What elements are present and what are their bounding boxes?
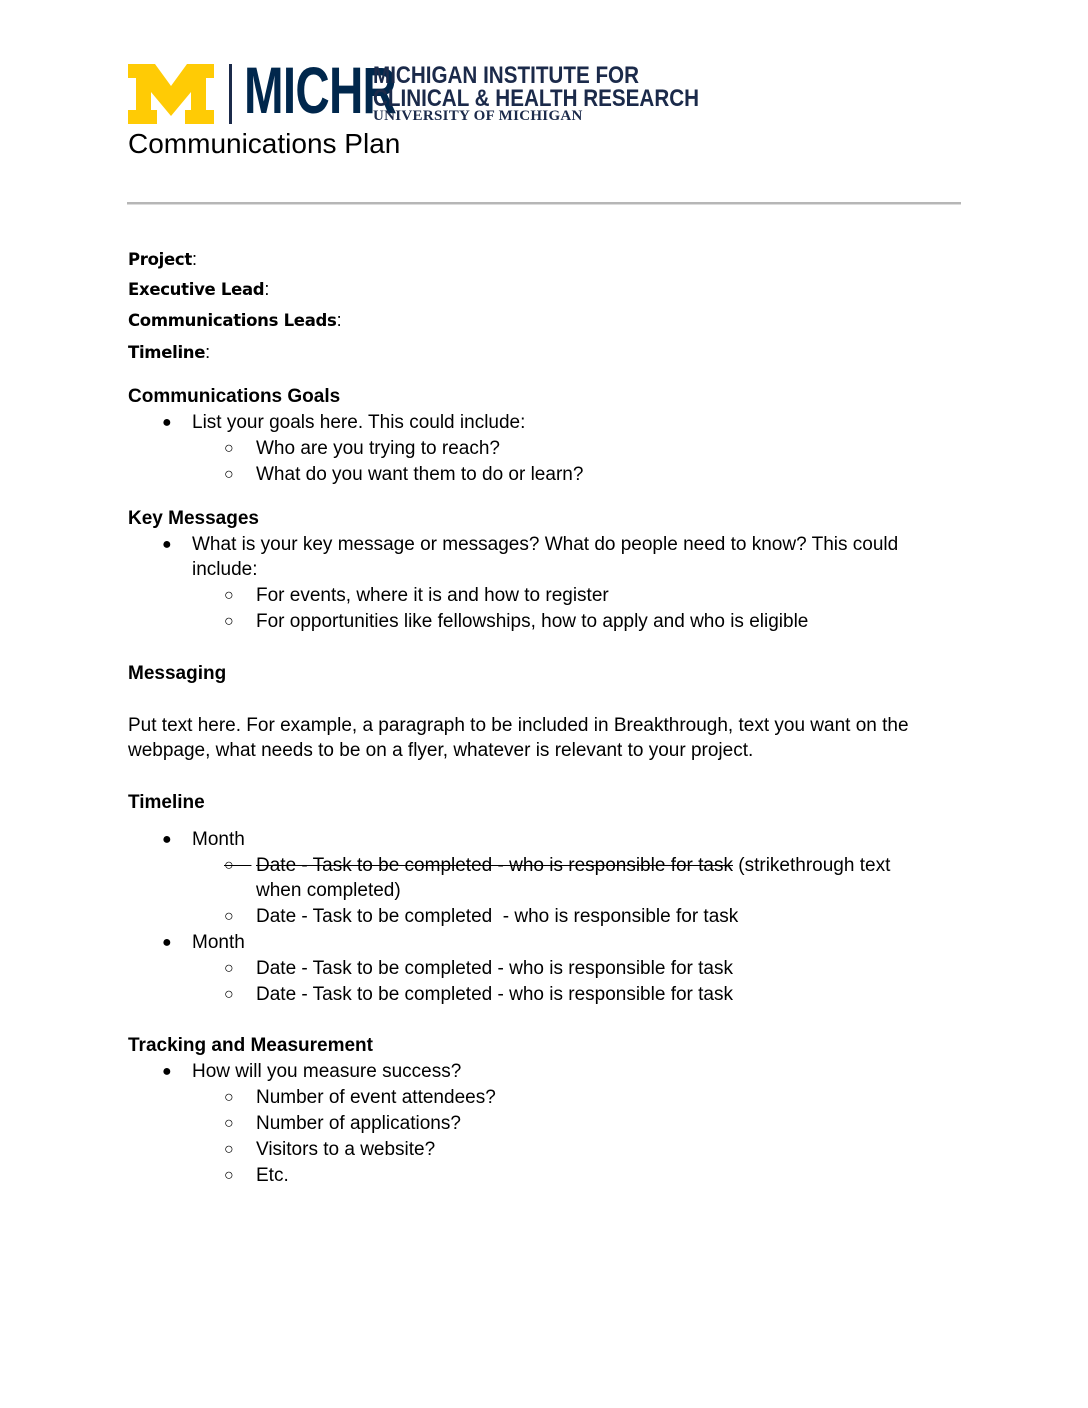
sub-list-item-continuation: when completed)	[256, 880, 401, 901]
completed-task-text: Date - Task to be completed - who is responsible for task	[256, 855, 733, 876]
list-item: List your goals here. This could include:	[192, 412, 526, 433]
section-heading-tracking: Tracking and Measurement	[128, 1035, 373, 1056]
sub-list-item: Number of applications?	[256, 1113, 461, 1134]
paragraph: webpage, what needs to be on a flyer, whatever is relevant to your project.	[128, 740, 754, 761]
field-executive-lead	[128, 278, 269, 301]
paragraph: Put text here. For example, a paragraph to be included in Breakthrough, text you want on the	[128, 715, 909, 736]
field-project	[128, 248, 197, 271]
section-heading-messaging: Messaging	[128, 663, 227, 684]
field-separator: :	[191, 249, 197, 269]
field-separator: :	[264, 279, 270, 299]
sub-list-item: Date - Task to be completed - who is responsible for task	[256, 984, 733, 1005]
sub-list-item: For opportunities like fellowships, how to apply and who is eligible	[256, 611, 809, 632]
sub-list-item: Etc.	[256, 1165, 289, 1186]
sub-bullet-icon: ○	[224, 857, 252, 874]
bullet-icon: ●	[162, 831, 172, 848]
section-heading-key-messages: Key Messages	[128, 508, 259, 529]
sub-list-item: Who are you trying to reach?	[256, 438, 500, 459]
bullet-icon: ●	[162, 414, 172, 431]
logo-university-line: UNIVERSITY OF MICHIGAN	[373, 108, 583, 124]
field-label: Timeline	[128, 343, 206, 362]
sub-bullet-icon: ○	[224, 1089, 234, 1106]
sub-bullet-icon: ○	[224, 613, 234, 630]
document-title: Communications Plan	[128, 128, 401, 159]
field-label: Communications Leads	[128, 311, 337, 330]
field-communications-leads	[128, 309, 342, 332]
bullet-icon: ●	[162, 536, 172, 553]
list-item: What is your key message or messages? What do people need to know? This could	[192, 534, 899, 555]
logo-institute-line: CLINICAL & HEALTH RESEARCH	[373, 85, 700, 112]
sub-bullet-icon: ○	[224, 986, 234, 1003]
logo-institute-line: MICHIGAN INSTITUTE FOR	[373, 62, 640, 89]
bullet-icon: ●	[162, 934, 172, 951]
sub-bullet-icon: ○	[224, 1167, 234, 1184]
title-divider	[127, 202, 961, 204]
sub-bullet-icon: ○	[224, 960, 234, 977]
sub-bullet-icon: ○	[224, 587, 234, 604]
field-separator: :	[336, 310, 342, 330]
field-label: Executive Lead	[128, 280, 265, 299]
sub-list-item: Visitors to a website?	[256, 1139, 436, 1160]
logo-divider	[229, 64, 232, 124]
sub-bullet-icon: ○	[224, 1141, 234, 1158]
sub-list-item: What do you want them to do or learn?	[256, 464, 584, 485]
list-item: How will you measure success?	[192, 1061, 462, 1082]
block-m-icon	[128, 64, 214, 124]
sub-list-item: Date - Task to be completed - who is responsible for task	[256, 958, 733, 979]
field-timeline	[128, 341, 210, 364]
sub-list-item: Date - Task to be completed - who is responsible for task	[256, 906, 739, 927]
sub-bullet-icon: ○	[224, 440, 234, 457]
sub-bullet-icon: ○	[224, 466, 234, 483]
section-heading-timeline: Timeline	[128, 792, 205, 813]
sub-list-item: For events, where it is and how to register	[256, 585, 609, 606]
section-heading-goals: Communications Goals	[128, 386, 341, 407]
sub-list-item	[256, 853, 890, 879]
sub-bullet-icon: ○	[224, 908, 234, 925]
field-label: Project	[128, 250, 192, 269]
sub-list-item: Number of event attendees?	[256, 1087, 496, 1108]
bullet-icon: ●	[162, 1063, 172, 1080]
logo-abbreviation: MICHR	[244, 53, 397, 127]
sub-bullet-icon: ○	[224, 1115, 234, 1132]
list-item-month: Month	[192, 829, 245, 850]
list-item-month: Month	[192, 932, 245, 953]
strikethrough-note: (strikethrough text	[733, 855, 891, 876]
list-item-continuation: include:	[192, 559, 258, 580]
field-separator: :	[205, 342, 211, 362]
